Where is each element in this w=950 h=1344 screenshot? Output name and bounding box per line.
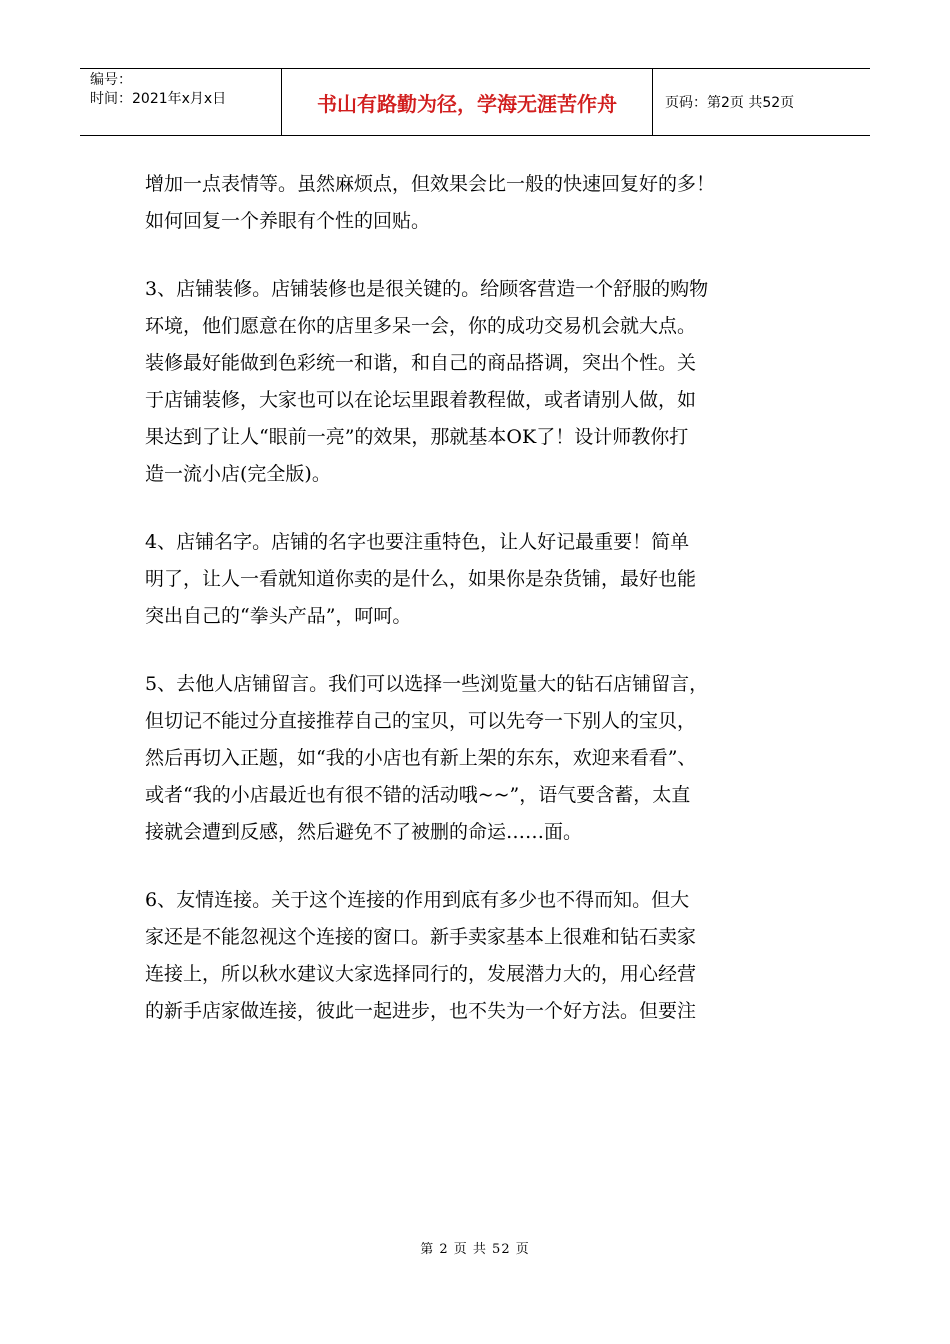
header-page-info: 页码：第2页 共52页 (665, 95, 795, 111)
page-header (80, 68, 870, 136)
text-line: 3、店铺装修。店铺装修也是很关键的。给顾客营造一个舒服的购物 (145, 278, 709, 300)
document-body (145, 166, 815, 1030)
header-meta (80, 69, 282, 135)
header-motto: 书山有路勤为径，学海无涯苦作舟 (282, 69, 653, 135)
text-line: 造一流小店(完全版)。 (145, 463, 331, 485)
text-line: 连接上，所以秋水建议大家选择同行的，发展潜力大的，用心经营 (145, 963, 697, 985)
paragraph-3 (145, 524, 815, 635)
text-line: 6、友情连接。关于这个连接的作用到底有多少也不得而知。但大 (145, 889, 690, 911)
text-line: 于店铺装修，大家也可以在论坛里跟着教程做，或者请别人做，如 (145, 389, 697, 411)
text-line: 家还是不能忽视这个连接的窗口。新手卖家基本上很难和钻石卖家 (145, 926, 697, 948)
paragraph-1 (145, 166, 815, 240)
text-line: 如何回复一个养眼有个性的回贴。 (145, 210, 431, 232)
text-line: 突出自己的“拳头产品”，呵呵。 (145, 605, 412, 627)
text-line: 接就会遭到反感，然后避免不了被删的命运……面。 (145, 821, 583, 843)
text-line: 但切记不能过分直接推荐自己的宝贝，可以先夸一下别人的宝贝， (145, 710, 697, 732)
text-line: 5、去他人店铺留言。我们可以选择一些浏览量大的钻石店铺留言， (145, 673, 709, 695)
text-line: 明了，让人一看就知道你卖的是什么，如果你是杂货铺，最好也能 (145, 568, 697, 590)
paragraph-5 (145, 882, 815, 1030)
text-line: 或者“我的小店最近也有很不错的活动哦~~”，语气要含蓄，太直 (145, 784, 691, 806)
time-label: 时间：2021年x月x日 (90, 91, 227, 107)
text-line: 果达到了让人“眼前一亮”的效果，那就基本OK了！设计师教你打 (145, 426, 689, 448)
page-footer: 第 2 页 共 52 页 (420, 1242, 530, 1257)
number-label: 编号： (90, 72, 132, 88)
text-line: 增加一点表情等。虽然麻烦点，但效果会比一般的快速回复好的多！ (145, 173, 716, 195)
text-line: 装修最好能做到色彩统一和谐，和自己的商品搭调，突出个性。关 (145, 352, 697, 374)
text-line: 的新手店家做连接，彼此一起进步，也不失为一个好方法。但要注 (145, 1000, 697, 1022)
text-line: 4、店铺名字。店铺的名字也要注重特色，让人好记最重要！简单 (145, 531, 690, 553)
paragraph-2 (145, 271, 815, 493)
text-line: 然后再切入正题，如“我的小店也有新上架的东东，欢迎来看看”、 (145, 747, 697, 769)
text-line: 环境，他们愿意在你的店里多呆一会，你的成功交易机会就大点。 (145, 315, 697, 337)
paragraph-4 (145, 666, 815, 851)
